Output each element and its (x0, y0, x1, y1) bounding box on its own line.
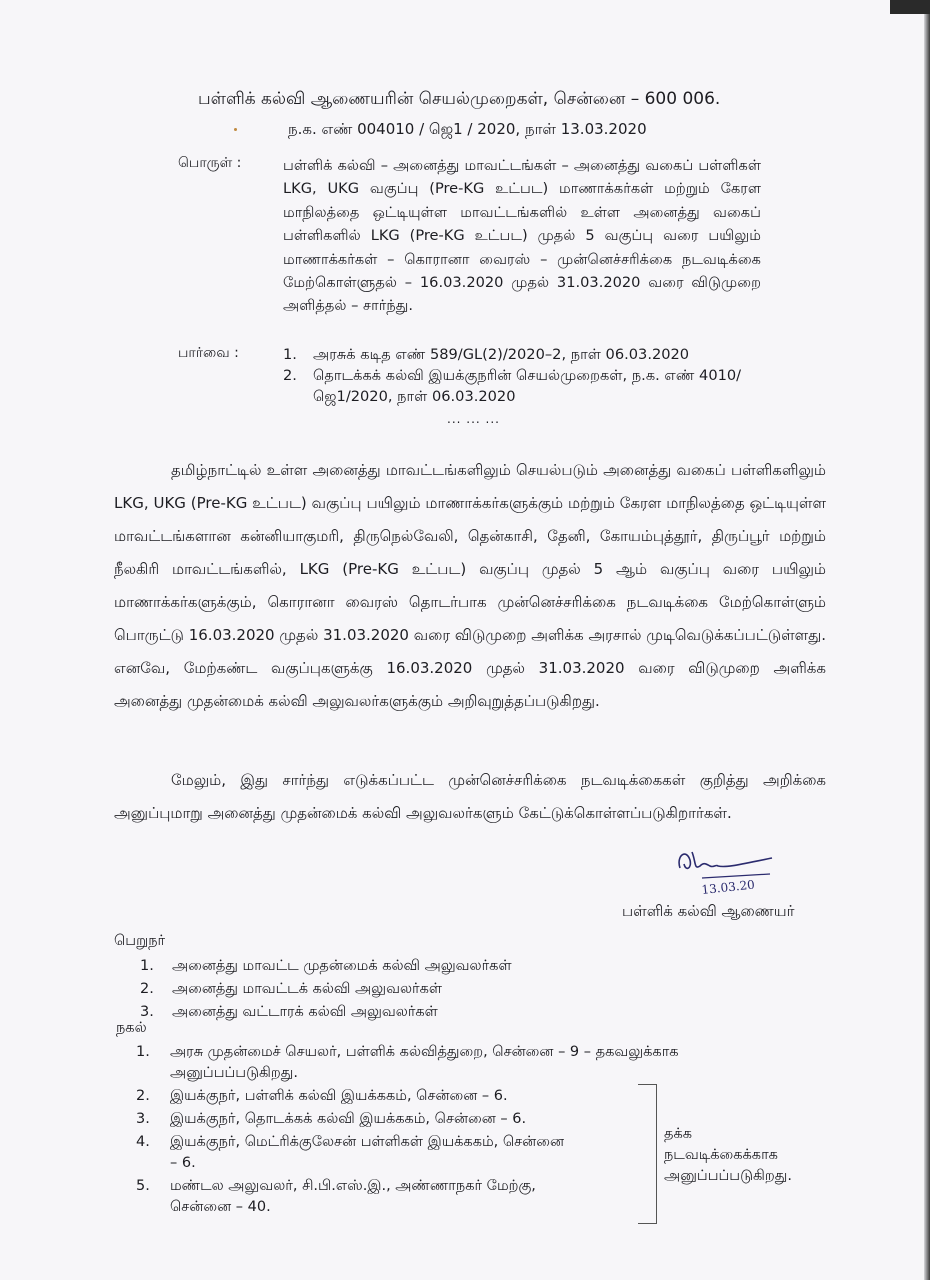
references-label: பார்வை : (178, 345, 239, 361)
action-note-line: நடவடிக்கைக்காக (664, 1147, 778, 1163)
copy-item (136, 1086, 796, 1107)
reference-number: 1. (283, 346, 297, 363)
recipients-list (140, 955, 512, 1024)
copy-number: 1. (136, 1044, 150, 1060)
copy-text: இயக்குநர், பள்ளிக் கல்வி இயக்ககம், சென்னை – 6. (170, 1088, 508, 1104)
recipient-item (140, 955, 512, 978)
body-paragraph-1: தமிழ்நாட்டில் உள்ள அனைத்து மாவட்டங்களிலும் செயல்படும் அனைத்து வகைப் பள்ளிகளிலும் LKG, UKG (Pre-KG உட்பட) வகுப்பு பயிலும் மாணாக்கர்களுக்கும் மற்றும் கேரள மாநிலத்தை ஒட்டியுள்ள மாவட்டங்களான கன்னியாகுமரி, திருநெல்வேலி, தென்காசி, தேனி, கோயம்புத்தூர், திருப்பூர் மற்றும் நீலகிரி மாவட்டங்களில், LKG (Pre-KG உட்பட) வகுப்பு முதல் 5 ஆம் வகுப்பு வரை பயிலும் மாணாக்கர்களுக்கும், கொரானா வைரஸ் தொடர்பாக முன்னெச்சரிக்கை நடவடிக்கை மேற்கொள்ளும் பொருட்டு 16.03.2020 முதல் 31.03.2020 வரை விடுமுறை அளிக்க அரசால் முடிவெடுக்கப்பட்டுள்ளது. எனவே, மேற்கண்ட வகுப்புகளுக்கு 16.03.2020 முதல் 31.03.2020 வரை விடுமுறை அளிக்க அனைத்து முதன்மைக் கல்வி அலுவலர்களுக்கும் அறிவுறுத்தப்படுகிறது. (114, 461, 826, 710)
recipient-number: 2. (140, 981, 154, 997)
recipient-text: அனைத்து மாவட்ட முதன்மைக் கல்வி அலுவலர்கள் (172, 958, 512, 974)
copy-text: இயக்குநர், தொடக்கக் கல்வி இயக்ககம், சென்னை – 6. (170, 1111, 527, 1127)
ink-dot (234, 128, 237, 131)
reference-text: அரசுக் கடித எண் 589/GL(2)/2020–2, நாள் 06.03.2020 (313, 346, 690, 363)
recipient-text: அனைத்து வட்டாரக் கல்வி அலுவலர்கள் (172, 1004, 438, 1020)
copy-item (136, 1042, 796, 1084)
recipient-item (140, 978, 512, 1001)
action-note-line: தக்க (664, 1126, 692, 1142)
recipient-number: 3. (140, 1004, 154, 1020)
signature-date: 13.03.20 (700, 877, 756, 897)
grouping-bracket (638, 1084, 657, 1224)
copy-text: இயக்குநர், மெட்ரிக்குலேசன் பள்ளிகள் இயக்ககம், சென்னை – 6. (170, 1134, 565, 1171)
handwritten-signature (672, 838, 782, 902)
copy-text: மண்டல அலுவலர், சி.பி.எஸ்.இ., அண்ணாநகர் மேற்கு, சென்னை – 40. (170, 1178, 536, 1215)
signature-scribble (672, 838, 782, 898)
references-ellipsis: ... ... ... (447, 412, 500, 426)
copy-number: 4. (136, 1134, 150, 1150)
reference-number-line: ந.க. எண் 004010 / ஜெ1 / 2020, நாள் 13.03.2020 (288, 120, 647, 138)
recipients-label: பெறுநர் (114, 933, 166, 949)
subject-text: பள்ளிக் கல்வி – அனைத்து மாவட்டங்கள் – அனைத்து வகைப் பள்ளிகள் LKG, UKG வகுப்பு (Pre-KG உட்பட) மாணாக்கர்கள் மற்றும் கேரள மாநிலத்தை ஒட்டியுள்ள மாவட்டங்களில் உள்ள அனைத்து வகைப் பள்ளிகளில் LKG (Pre-KG உட்பட) முதல் 5 வகுப்பு வரை பயிலும் மாணாக்கர்கள் – கொரானா வைரஸ் – முன்னெச்சரிக்கை நடவடிக்கை மேற்கொள்ளுதல் – 16.03.2020 முதல் 31.03.2020 வரை விடுமுறை அளித்தல் – சார்ந்து. (283, 157, 761, 315)
subject-label: பொருள் : (178, 155, 242, 171)
body-paragraph-2: மேலும், இது சார்ந்து எடுக்கப்பட்ட முன்னெச்சரிக்கை நடவடிக்கைகள் குறித்து அறிக்கை அனுப்புமாறு அனைத்து முதன்மைக் கல்வி அலுவலர்களும் கேட்டுக்கொள்ளப்படுகிறார்கள். (114, 771, 826, 822)
copy-number: 3. (136, 1111, 150, 1127)
copy-text: அரசு முதன்மைச் செயலர், பள்ளிக் கல்வித்துறை, சென்னை – 9 – தகவலுக்காக அனுப்பப்படுகிறது. (170, 1044, 679, 1081)
page-edge-top (890, 0, 930, 14)
reference-text: தொடக்கக் கல்வி இயக்குநரின் செயல்முறைகள், ந.க. எண் 4010/ஜெ1/2020, நாள் 06.03.2020 (313, 367, 742, 405)
reference-number: 2. (283, 367, 297, 384)
copy-number: 5. (136, 1178, 150, 1194)
reference-item (283, 365, 753, 407)
action-note-line: அனுப்பப்படுகிறது. (664, 1168, 792, 1184)
recipient-text: அனைத்து மாவட்டக் கல்வி அலுவலர்கள் (172, 981, 442, 997)
office-header: பள்ளிக் கல்வி ஆணையரின் செயல்முறைகள், சென்னை – 600 006. (198, 89, 721, 109)
recipient-number: 1. (140, 958, 154, 974)
recipient-item (140, 1001, 512, 1024)
page-edge (924, 0, 930, 1280)
copy-label: நகல் (116, 1020, 147, 1036)
action-note (664, 1124, 792, 1187)
references-list (283, 344, 753, 407)
copy-number: 2. (136, 1088, 150, 1104)
reference-item (283, 344, 753, 365)
signatory-title: பள்ளிக் கல்வி ஆணையர் (622, 902, 795, 920)
